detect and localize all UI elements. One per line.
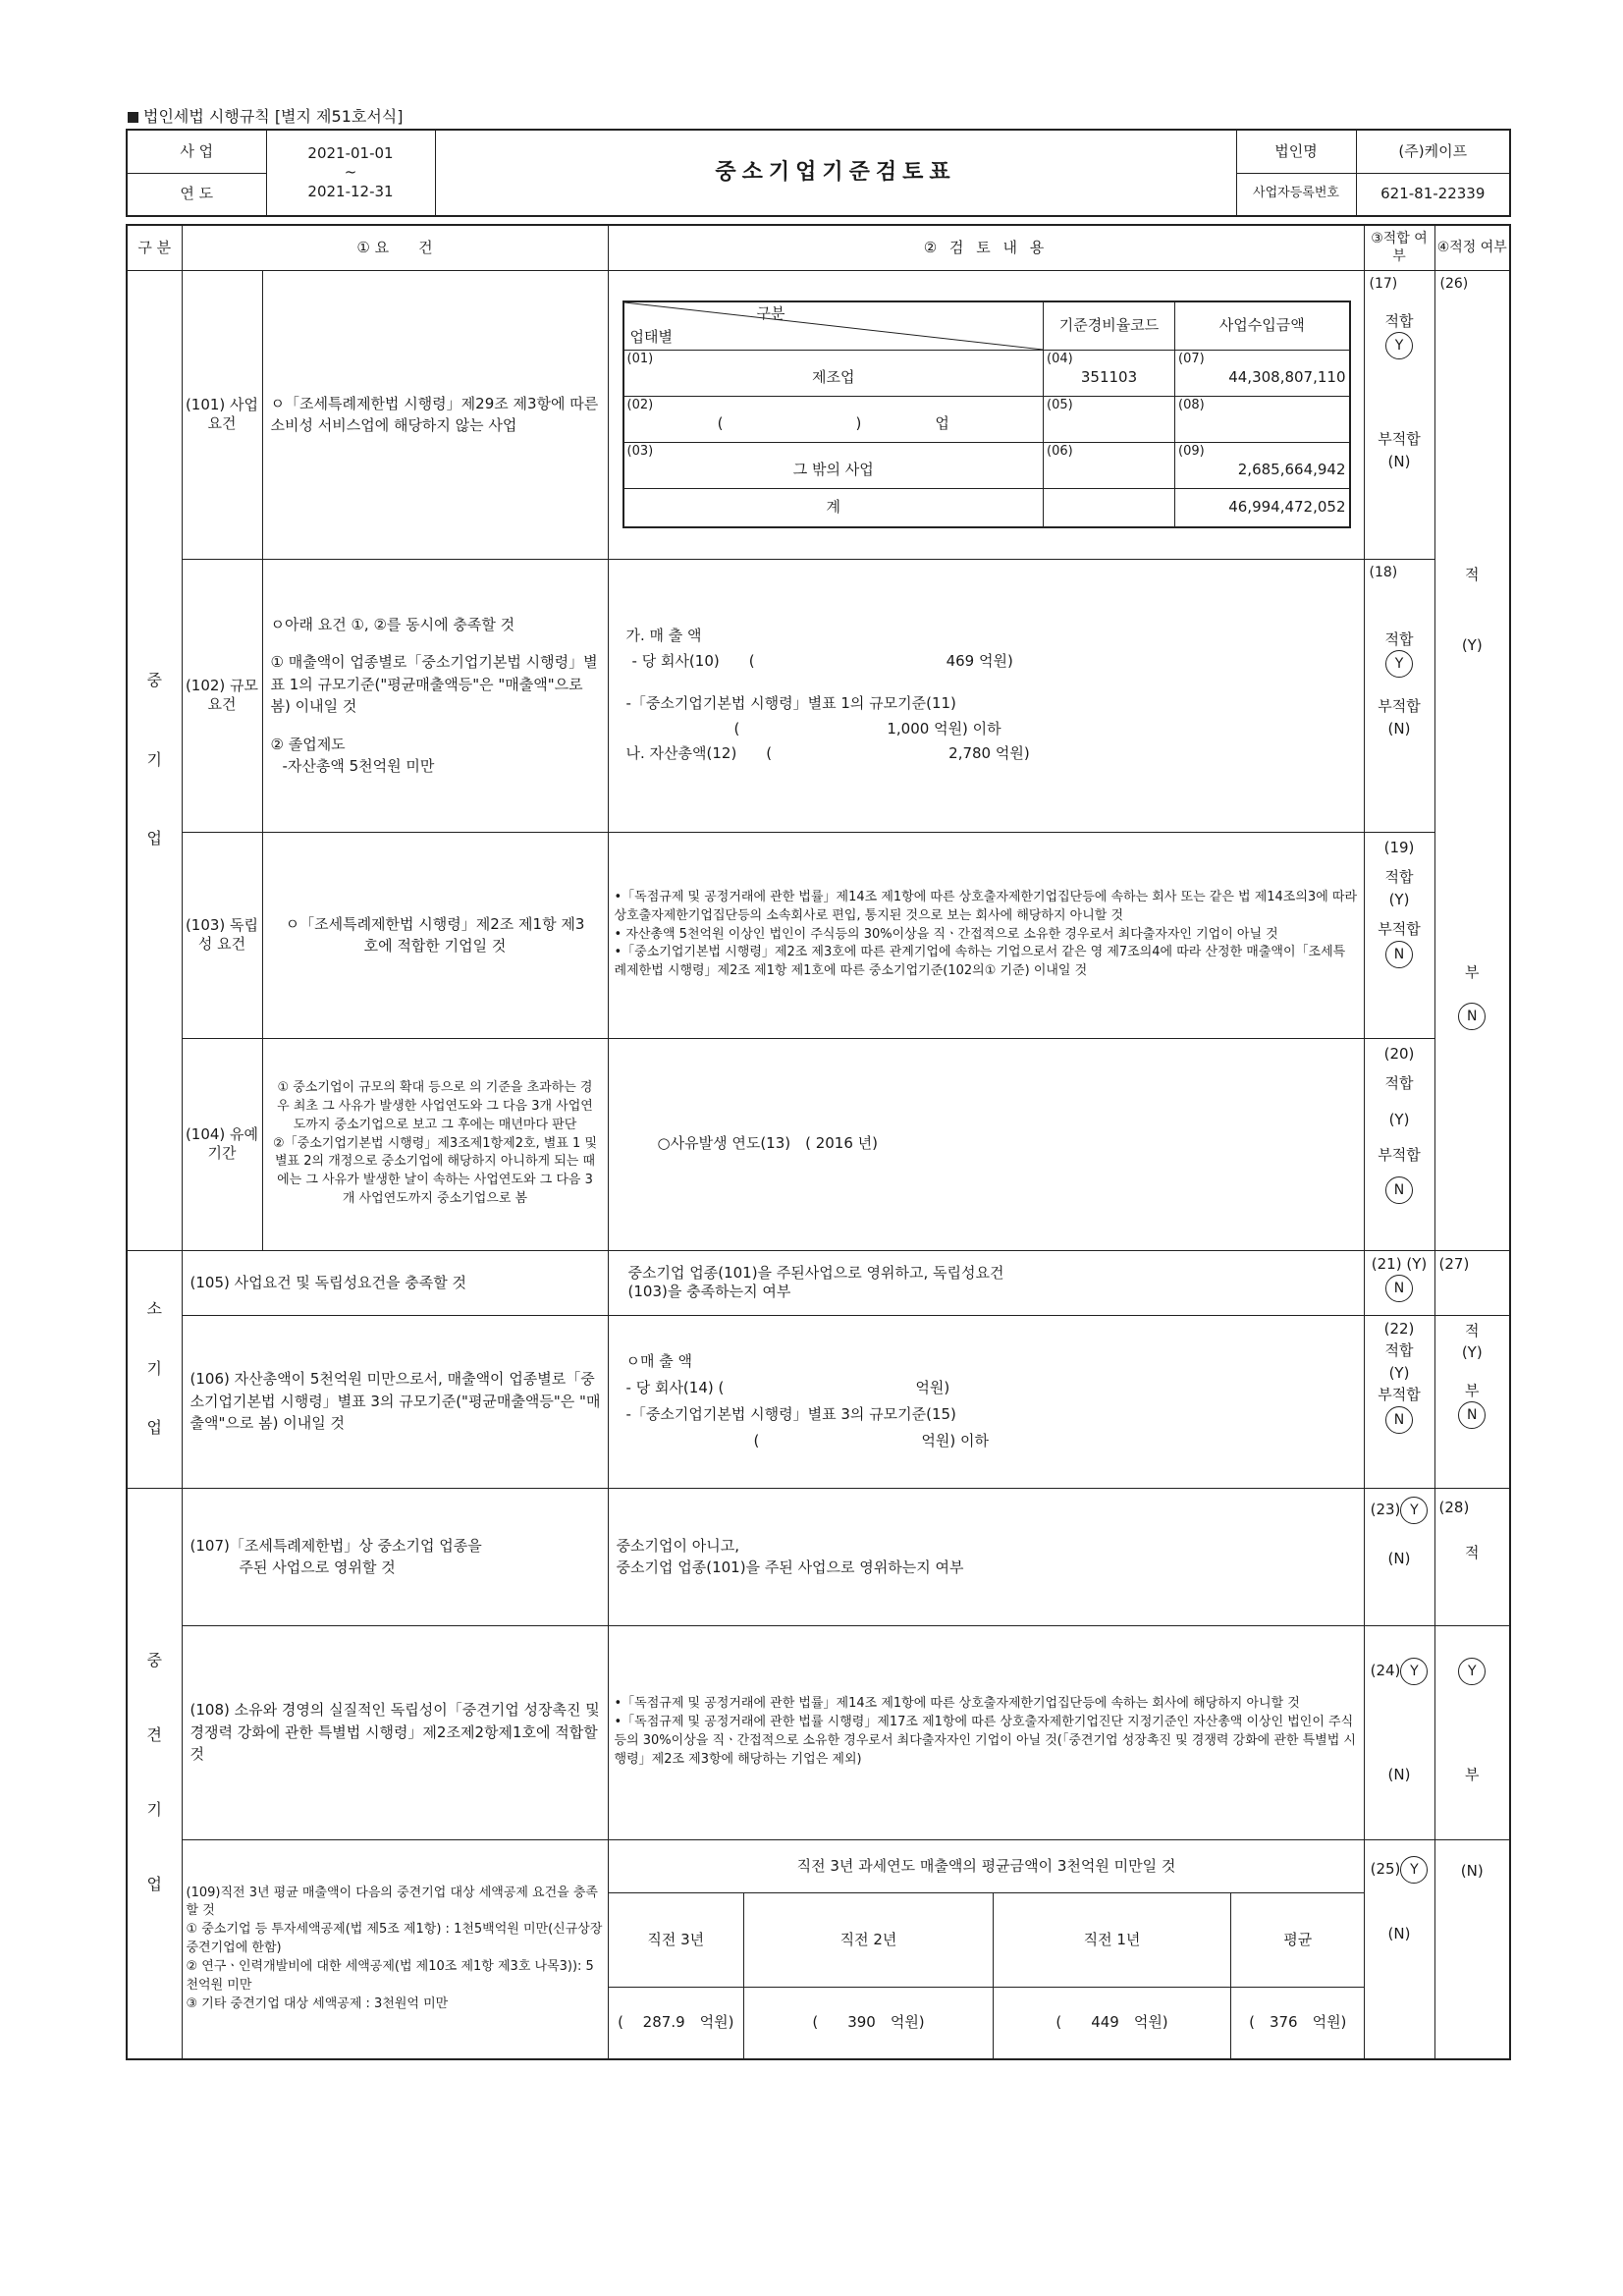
r104-label: (104) 유예기간 <box>182 1038 262 1250</box>
circle-n-icon: N <box>1385 1176 1413 1204</box>
table-row: (01) 제조업 (04) 351103 (07) 44,308,807,110 <box>623 350 1350 396</box>
r109-review <box>608 1839 1364 2059</box>
r107-fit4: (28) 적 <box>1434 1488 1510 1625</box>
circle-y-icon: Y <box>1385 650 1413 678</box>
r102-requirement: ㅇ아래 요건 ①, ②를 동시에 충족할 것 ① 매출액이 업종별로「중소기업기본법 시행령」별표 1의 규모기준("평균매출액등"은 "매출액"으로 봄) 이내일 것 ② 졸업제도 -자산총액 5천억원 미만 <box>262 559 608 832</box>
r102-label: (102) 규모요건 <box>182 559 262 832</box>
r109-head-2y: 직전 2년 <box>744 1893 994 1988</box>
r104-fit3: (20) 적합 (Y) 부적합 N <box>1364 1038 1434 1250</box>
r103-review: •「독점규제 및 공정거래에 관한 법률」제14조 제1항에 따른 상호출자제한기업집단등에 속하는 회사 또는 같은 법 제14조의3에 따라 상호출자제한기업집단등의 소속회사로 편입, 통지된 것으로 보는 회사에 해당하지 아니할 것 • 자산총액 5천억원 이상인 법인이 주식등의 30%이상을 직ㆍ간접적으로 소유한 경우로서 최다출자자인 기업이 아닐 것 •「중소기업기본법 시행령」제2조 제3호에 따른 관계기업에 속하는 기업으로서 같은 영 제7조의4에 따라 산정한 매출액이「조세특례제한법 시행령」제2조 제1항 제1호에 따른 중소기업기준(102의① 기준) 이내일 것 <box>608 832 1364 1038</box>
circle-y-icon: Y <box>1400 1658 1428 1685</box>
sme-fit4: (26) 적 (Y) 부 N <box>1434 270 1510 1250</box>
r105-fit4: (27) <box>1434 1250 1510 1315</box>
section-sme: 중 기 업 <box>127 270 182 1250</box>
r109-val-1y: ( 449 억원) <box>994 1988 1231 2058</box>
r104-review: ○사유발생 연도(13) ( 2016 년) <box>608 1038 1364 1250</box>
col-amount: 사업수입금액 <box>1175 301 1350 351</box>
r109-val-avg: ( 376 억원) <box>1231 1988 1365 2058</box>
table-row: (02) ( ) 업 (05) (08) <box>623 396 1350 442</box>
section-mid: 중 견 기 업 <box>127 1488 182 2059</box>
r101-review <box>608 270 1364 559</box>
r106-review: ㅇ매 출 액 - 당 회사(14) ( 억원) -「중소기업기본법 시행령」별표 3의 규모기준(15) ( 억원) 이하 <box>608 1315 1364 1488</box>
square-icon <box>128 112 138 123</box>
r107-requirement: (107)「조세특례제한법」상 중소기업 업종을 주된 사업으로 영위할 것 <box>182 1488 608 1625</box>
r109-sales-table <box>609 1840 1365 2058</box>
diagonal-header: 구분 업태별 <box>624 302 1044 350</box>
r109-val-2y: ( 390 억원) <box>744 1988 994 2058</box>
col-requirement: ① 요 건 <box>182 225 608 270</box>
col-code: 기준경비율코드 <box>1044 301 1175 351</box>
section-small: 소 기 업 <box>127 1250 182 1488</box>
r105-requirement: (105) 사업요건 및 독립성요건을 충족할 것 <box>182 1250 608 1315</box>
review-table <box>126 224 1511 2060</box>
table-row-total: 계 46,994,472,052 <box>623 488 1350 527</box>
page-title: 중소기업기준검토표 <box>435 130 1236 216</box>
r101-fit3: (17) 적합 Y 부적합 (N) <box>1364 270 1434 559</box>
r109-val-3y: ( 287.9 억원) <box>609 1988 744 2058</box>
header-table <box>126 129 1511 217</box>
r102-review: 가. 매 출 액 - 당 회사(10) ( 469 억원) -「중소기업기본법 시행령」별표 1의 규모기준(11) ( 1,000 억원) 이하 나. 자산총액(12) ( 2,780 억원) <box>608 559 1364 832</box>
r108-fit3: (24) Y (N) <box>1364 1625 1434 1839</box>
r108-fit4: Y 부 <box>1434 1625 1510 1839</box>
period-label-1: 사 업 <box>127 130 266 173</box>
r109-requirement: (109)직전 3년 평균 매출액이 다음의 중견기업 대상 세액공제 요건을 충족할 것 ① 중소기업 등 투자세액공제(법 제5조 제1항) : 1천5백억원 미만(신규상장 중견기업에 한함) ② 연구ㆍ인력개발비에 대한 세액공제(법 제10조 제1항 제3호 나목3)): 5천억원 미만 ③ 기타 중견기업 대상 세액공제 : 3천원억 미만 <box>182 1839 608 2059</box>
r101-revenue-table <box>622 301 1351 528</box>
circle-y-icon: Y <box>1385 332 1413 359</box>
circle-n-icon: N <box>1385 1275 1413 1302</box>
r109-fit4: (N) <box>1434 1839 1510 2059</box>
corp-name: (주)케이프 <box>1356 130 1510 173</box>
period-dates: 2021-01-01 ~ 2021-12-31 <box>266 130 435 216</box>
bizno-label: 사업자등록번호 <box>1236 173 1356 216</box>
circle-n-icon: N <box>1458 1401 1486 1429</box>
circle-n-icon: N <box>1385 1406 1413 1434</box>
r103-requirement: ㅇ「조세특례제한법 시행령」제2조 제1항 제3호에 적합한 기업일 것 <box>262 832 608 1038</box>
r109-head-avg: 평균 <box>1231 1893 1365 1988</box>
bizno: 621-81-22339 <box>1356 173 1510 216</box>
r103-label: (103) 독립성 요건 <box>182 832 262 1038</box>
corp-label: 법인명 <box>1236 130 1356 173</box>
circle-n-icon: N <box>1385 941 1413 968</box>
r109-fit3: (25) Y (N) <box>1364 1839 1434 2059</box>
r104-requirement: ① 중소기업이 규모의 확대 등으로 의 기준을 초과하는 경우 최초 그 사유가 발생한 사업연도와 그 다음 3개 사업연도까지 중소기업으로 보고 그 후에는 매년마다 판단 ②「중소기업기본법 시행령」제3조제1항제2호, 별표 1 및 별표 2의 개정으로 중소기업에 해당하지 아니하게 되는 때에는 그 사유가 발생한 날이 속하는 사업연도와 그 다음 3개 사업연도까지 중소기업으로 봄 <box>262 1038 608 1250</box>
col-review: ② 검 토 내 용 <box>608 225 1364 270</box>
r108-review: •「독점규제 및 공정거래에 관한 법률」제14조 제1항에 따른 상호출자제한기업집단등에 속하는 회사에 해당하지 아니할 것 •「독점규제 및 공정거래에 관한 법률 시행령」제17조 제1항에 따른 상호출자제한기업진단 지정기준인 자산총액 이상인 법인이 주식등의 30%이상을 직ㆍ간접적으로 소유한 경우로서 최다출자자인 기업이 아닐 것(「중견기업 성장촉진 및 경쟁력 강화에 관한 특별법 시행령」제2조 제3항에 해당하는 기업은 제외) <box>608 1625 1364 1839</box>
col-fit4: ④적정 여부 <box>1434 225 1510 270</box>
r107-fit3: (23) Y (N) <box>1364 1488 1434 1625</box>
r101-label: (101) 사업요건 <box>182 270 262 559</box>
circle-y-icon: Y <box>1400 1856 1428 1884</box>
circle-y-icon: Y <box>1458 1658 1486 1685</box>
r102-fit3: (18) 적합 Y 부적합 (N) <box>1364 559 1434 832</box>
col-gubun: 구 분 <box>127 225 182 270</box>
r106-requirement: (106) 자산총액이 5천억원 미만으로서, 매출액이 업종별로「중소기업기본법 시행령」별표 3의 규모기준("평균매출액등"은 "매출액"으로 봄) 이내일 것 <box>182 1315 608 1488</box>
r101-requirement: ㅇ「조세특례제한법 시행령」제29조 제3항에 따른 소비성 서비스업에 해당하지 않는 사업 <box>262 270 608 559</box>
r103-fit3: (19) 적합 (Y) 부적합 N <box>1364 832 1434 1038</box>
circle-n-icon: N <box>1458 1003 1486 1030</box>
col-fit3: ③적합 여부 <box>1364 225 1434 270</box>
r106-fit4: 적 (Y) 부 N <box>1434 1315 1510 1488</box>
r106-fit3: (22) 적합 (Y) 부적합 N <box>1364 1315 1434 1488</box>
r109-title: 직전 3년 과세연도 매출액의 평균금액이 3천억원 미만일 것 <box>609 1840 1365 1893</box>
r107-review: 중소기업이 아니고, 중소기업 업종(101)을 주된 사업으로 영위하는지 여부 <box>608 1488 1364 1625</box>
r105-fit3: (21) (Y) N <box>1364 1250 1434 1315</box>
period-label-2: 연 도 <box>127 173 266 216</box>
table-row: (03) 그 밖의 사업 (06) (09) 2,685,664,942 <box>623 442 1350 488</box>
circle-y-icon: Y <box>1400 1497 1428 1524</box>
form-label: 법인세법 시행규칙 [별지 제51호서식] <box>128 104 404 127</box>
r108-requirement: (108) 소유와 경영의 실질적인 독립성이「중견기업 성장촉진 및 경쟁력 강화에 관한 특별법 시행령」제2조제2항제1호에 적합할 것 <box>182 1625 608 1839</box>
r109-head-3y: 직전 3년 <box>609 1893 744 1988</box>
r105-review: 중소기업 업종(101)을 주된사업으로 영위하고, 독립성요건(103)을 충족하는지 여부 <box>608 1250 1364 1315</box>
r109-head-1y: 직전 1년 <box>994 1893 1231 1988</box>
